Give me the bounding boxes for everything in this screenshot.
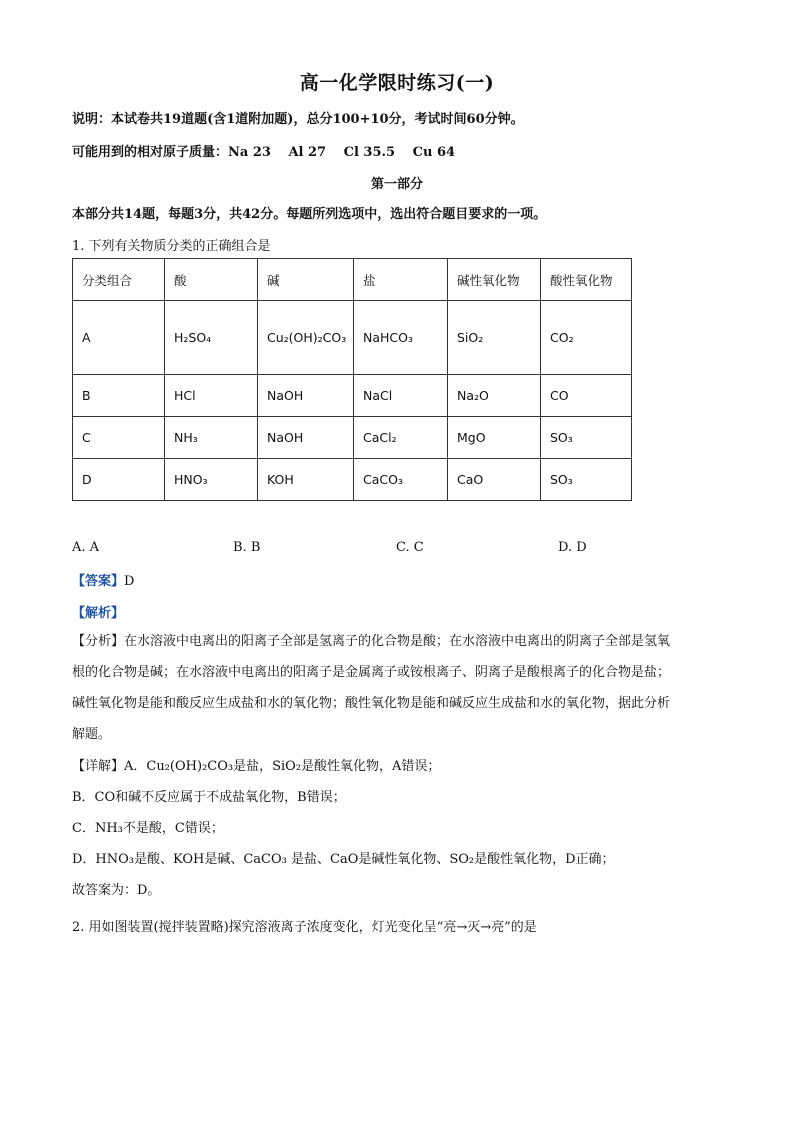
exam-note: 说明：本试卷共19道题(含1道附加题)，总分100+10分，考试时间60分钟。 xyxy=(72,112,524,127)
table-cell: CaO xyxy=(448,459,541,501)
answer-tag: 【答案】 xyxy=(72,574,125,589)
table-header-cell: 分类组合 xyxy=(73,259,165,301)
table-header-row xyxy=(73,259,632,301)
detail-line: D．HNO₃是酸、KOH是碱、CaCO₃ 是盐、CaO是碱性氧化物、SO₂是酸性氧化物，D正确； xyxy=(72,852,615,867)
section-title: 第一部分 xyxy=(370,177,423,192)
answer-line xyxy=(72,570,134,589)
table-cell: D xyxy=(73,459,165,501)
table-cell: H₂SO₄ xyxy=(165,301,258,375)
table-cell: C xyxy=(73,417,165,459)
table-row xyxy=(73,301,632,375)
table-header-cell: 酸 xyxy=(165,259,258,301)
fenxi-tag: 【分析】 xyxy=(72,634,125,649)
detail-tag: 【详解】 xyxy=(72,759,125,774)
option-b: B. B xyxy=(233,540,261,555)
analysis-tag: 【解析】 xyxy=(72,606,125,621)
table-cell: NaCl xyxy=(354,375,448,417)
table-cell: SiO₂ xyxy=(448,301,541,375)
table-row xyxy=(73,459,632,501)
table-cell: CO₂ xyxy=(541,301,632,375)
analysis-line: 解题。 xyxy=(72,727,112,742)
analysis-line: 根的化合物是碱；在水溶液中电离出的阳离子是金属离子或铵根离子、阴离子是酸根离子的化合物是盐； xyxy=(72,665,671,680)
table-cell: CaCl₂ xyxy=(354,417,448,459)
table-header-cell: 碱 xyxy=(258,259,354,301)
question-2-stem: 2. 用如图装置(搅拌装置略)探究溶液离子浓度变化，灯光变化呈“亮→灭→亮”的是 xyxy=(72,920,537,935)
table-cell: B xyxy=(73,375,165,417)
table-row xyxy=(73,417,632,459)
analysis-line: 【分析】在水溶液中电离出的阳离子全部是氢离子的化合物是酸；在水溶液中电离出的阴离子全部是氢氧 xyxy=(72,634,671,649)
table-cell: NaHCO₃ xyxy=(354,301,448,375)
answer-value: D xyxy=(124,574,135,589)
table-cell: HNO₃ xyxy=(165,459,258,501)
table-cell: HCl xyxy=(165,375,258,417)
table-cell: CO xyxy=(541,375,632,417)
question-1-stem: 1. 下列有关物质分类的正确组合是 xyxy=(72,239,271,254)
analysis-heading xyxy=(72,602,124,621)
option-c: C. C xyxy=(396,540,424,555)
atomic-masses: 可能用到的相对原子质量：Na 23 Al 27 Cl 35.5 Cu 64 xyxy=(72,145,456,160)
table-row xyxy=(73,375,632,417)
analysis-line: 碱性氧化物是能和酸反应生成盐和水的氧化物；酸性氧化物是能和碱反应生成盐和水的氧化物，据此分析 xyxy=(72,696,671,711)
section-description: 本部分共14题，每题3分，共42分。每题所列选项中，选出符合题目要求的一项。 xyxy=(72,207,547,222)
option-d: D. D xyxy=(558,540,587,555)
page-title: 高一化学限时练习(一) xyxy=(299,72,495,94)
analysis-paragraph xyxy=(72,626,722,750)
detail-line: B．CO和碱不反应属于不成盐氧化物，B错误； xyxy=(72,790,346,805)
table-cell: SO₃ xyxy=(541,459,632,501)
table-cell: CaCO₃ xyxy=(354,459,448,501)
table-cell: NaOH xyxy=(258,375,354,417)
detail-line: 故答案为：D。 xyxy=(72,883,161,898)
table-cell: Cu₂(OH)₂CO₃ xyxy=(258,301,354,375)
detail-line: C．NH₃不是酸，C错误； xyxy=(72,821,224,836)
table-cell: NaOH xyxy=(258,417,354,459)
option-a: A. A xyxy=(72,540,100,555)
classification-table xyxy=(72,258,632,501)
table-header-cell: 酸性氧化物 xyxy=(541,259,632,301)
detail-paragraph xyxy=(72,751,722,906)
table-cell: KOH xyxy=(258,459,354,501)
table-cell: MgO xyxy=(448,417,541,459)
table-cell: Na₂O xyxy=(448,375,541,417)
table-header-cell: 盐 xyxy=(354,259,448,301)
table-cell: NH₃ xyxy=(165,417,258,459)
table-header-cell: 碱性氧化物 xyxy=(448,259,541,301)
table-cell: SO₃ xyxy=(541,417,632,459)
table-cell: A xyxy=(73,301,165,375)
detail-line: 【详解】A．Cu₂(OH)₂CO₃是盐，SiO₂是酸性氧化物，A错误； xyxy=(72,759,441,774)
